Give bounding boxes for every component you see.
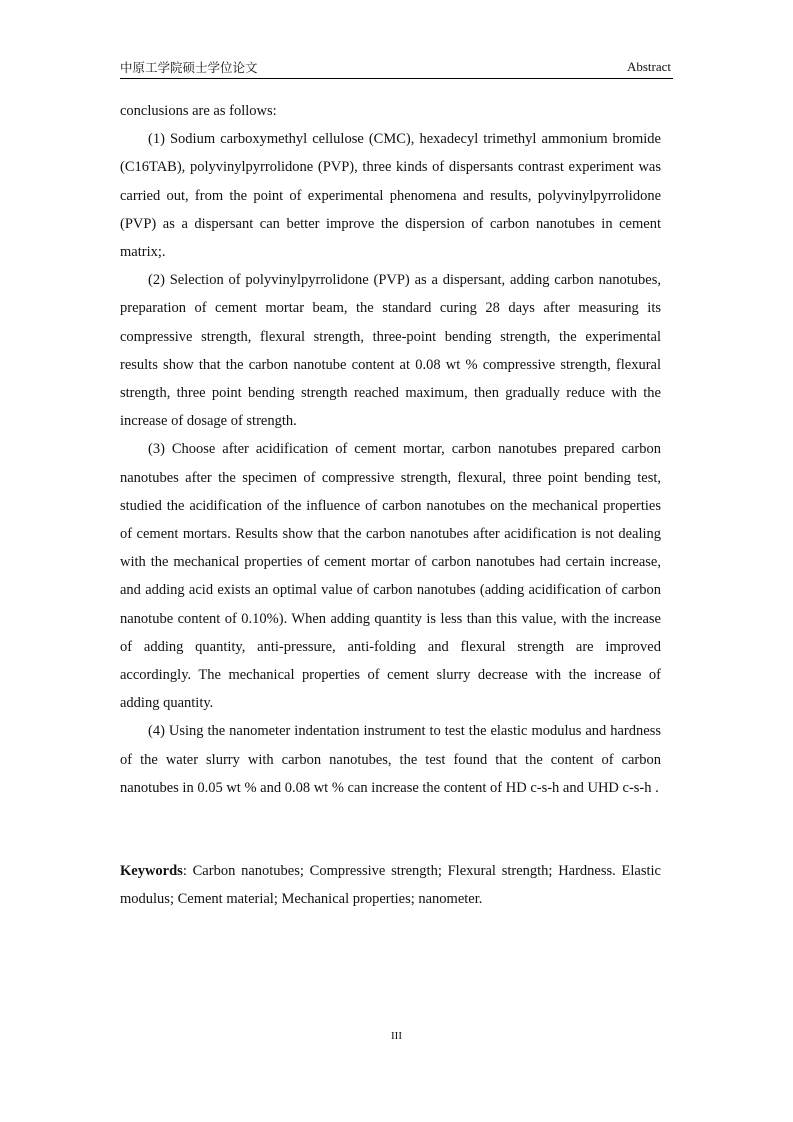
page-header <box>120 58 673 79</box>
header-section-title: Abstract <box>626 59 671 74</box>
keywords-label: Keywords <box>120 863 183 879</box>
conclusion-item-4: (4) Using the nanometer indentation instrument to test the elastic modulus and hardness of the water slurry with carbon nanotubes, the test found that the content of carbon nanotubes in 0.05 wt % and 0.08 wt % can increase the content of HD c-s-h and UHD c-s-h . <box>120 723 661 796</box>
abstract-body <box>120 97 661 802</box>
conclusion-item-1: (1) Sodium carboxymethyl cellulose (CMC), hexadecyl trimethyl ammonium bromide (C16TAB), polyvinylpyrrolidone (PVP), three kinds of dispersants contrast experiment was carried out, from the point of experimental phenomena and results, polyvinylpyrrolidone (PVP) as a dispersant can better improve the dispersion of carbon nanotubes in cement matrix;. <box>120 131 661 261</box>
lead-paragraph: conclusions are as follows: <box>120 103 277 119</box>
header-thesis-title: 中原工学院硕士学位论文 <box>120 60 258 75</box>
page-number: III <box>391 1030 402 1042</box>
conclusion-item-3: (3) Choose after acidification of cement mortar, carbon nanotubes prepared carbon nanotubes after the specimen of compressive strength, flexural, three point bending test, studied the acidification of the influence of carbon nanotubes on the mechanical properties of cement mortars. Results show that the carbon nanotubes after acidification is not dealing with the mechanical properties of cement mortar of carbon nanotubes had certain increase, and adding acid exists an optimal value of carbon nanotubes (adding acidification of carbon nanotube content of 0.10%). When adding quantity is less than this value, with the increase of adding quantity, anti-pressure, anti-folding and flexural strength are improved accordingly. The mechanical properties of cement slurry decrease with the increase of adding quantity. <box>120 441 661 712</box>
keywords-paragraph <box>120 857 661 913</box>
conclusion-item-2: (2) Selection of polyvinylpyrrolidone (PVP) as a dispersant, adding carbon nanotubes, preparation of cement mortar beam, the standard curing 28 days after measuring its compressive strength, flexural strength, three-point bending strength, the experimental results show that the carbon nanotube content at 0.08 wt % compressive strength, flexural strength, three point bending strength reached maximum, then gradually reduce with the increase of dosage of strength. <box>120 272 661 430</box>
keywords-text: : Carbon nanotubes; Compressive strength; Flexural strength; Hardness. Elastic modulus; Cement material; Mechanical properties; nanometer. <box>120 863 661 908</box>
